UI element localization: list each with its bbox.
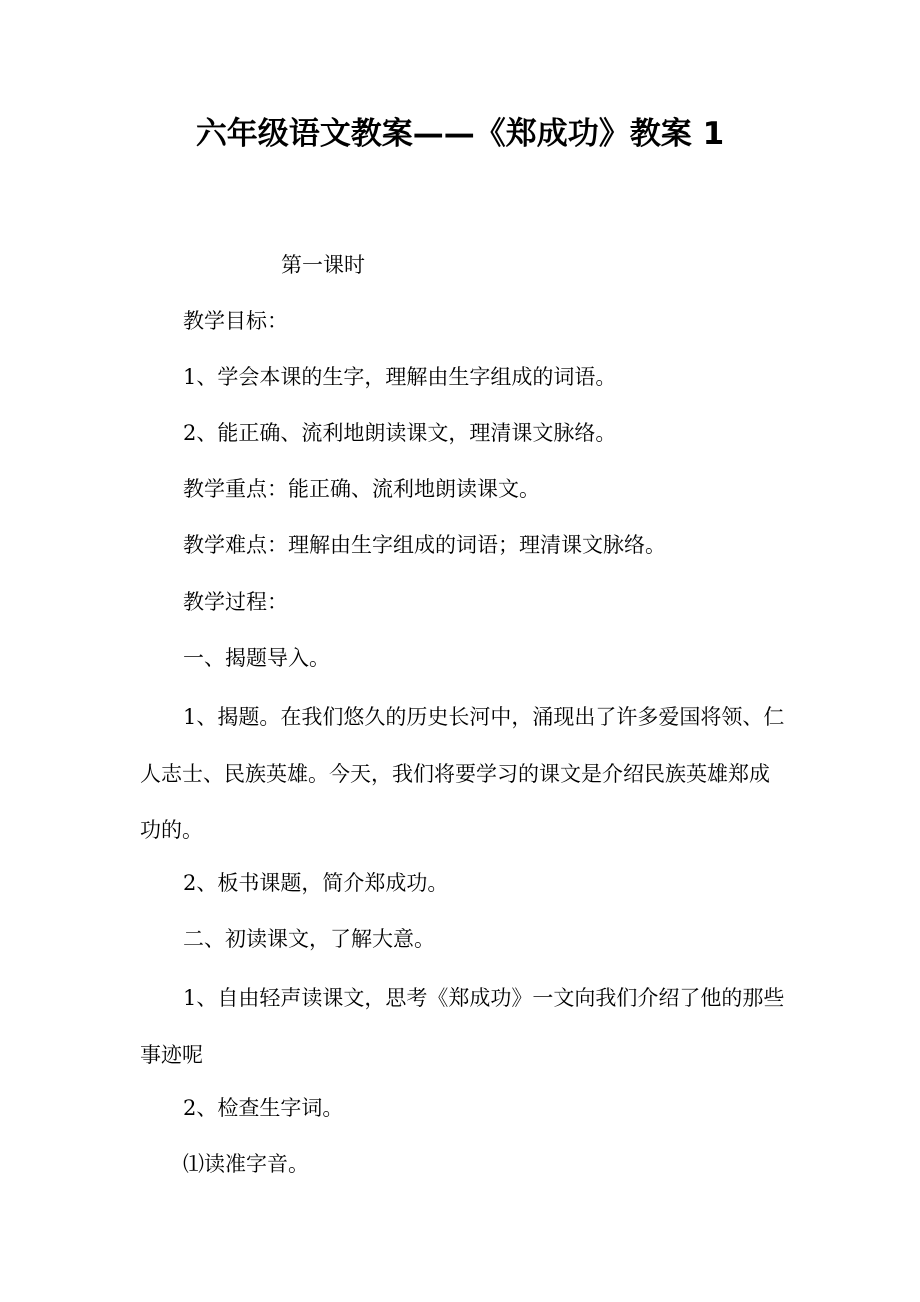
key-point: 教学重点：能正确、流利地朗读课文。	[183, 477, 540, 501]
session-label: 第一课时	[281, 253, 365, 277]
page-title: 六年级语文教案——《郑成功》教案 1	[195, 116, 725, 152]
section-heading: 一、揭题导入。	[183, 646, 330, 670]
body-paragraph: 2、检查生字词。	[183, 1096, 344, 1120]
body-paragraph: 2、板书课题，简介郑成功。	[183, 871, 449, 895]
sub-item: ⑴读准字音。	[183, 1152, 309, 1176]
body-paragraph: 1、自由轻声读课文，思考《郑成功》一文向我们介绍了他的那些事迹呢	[140, 986, 785, 1067]
section-heading: 二、初读课文，了解大意。	[183, 927, 435, 951]
body-paragraph: 1、揭题。在我们悠久的历史长河中，涌现出了许多爱国将领、仁人志士、民族英雄。今天，我们将要学习的课文是介绍民族英雄郑成功的。	[140, 705, 785, 842]
objectives-heading: 教学目标：	[183, 309, 288, 333]
objective-item: 1、学会本课的生字，理解由生字组成的词语。	[183, 365, 617, 389]
process-heading: 教学过程：	[183, 590, 288, 614]
difficult-point: 教学难点：理解由生字组成的词语；理清课文脉络。	[183, 533, 666, 557]
objective-item: 2、能正确、流利地朗读课文，理清课文脉络。	[183, 421, 617, 445]
